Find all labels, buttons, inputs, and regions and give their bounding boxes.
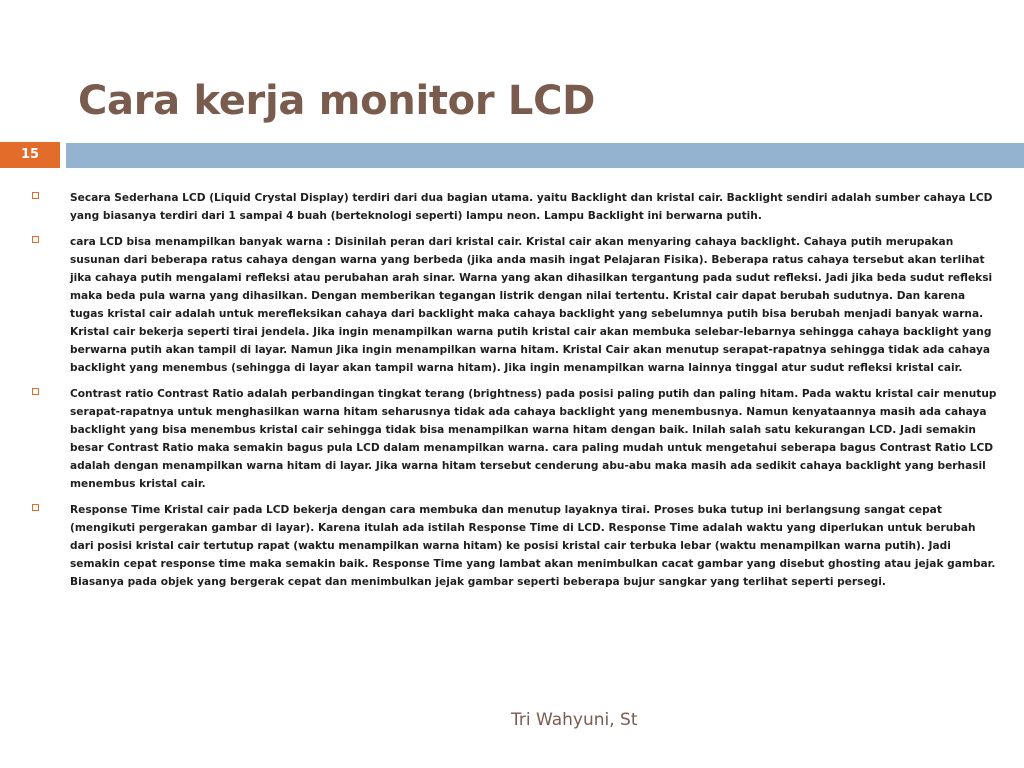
- slide-title: Cara kerja monitor LCD: [78, 78, 596, 124]
- bullet-list: [32, 189, 1002, 599]
- hollow-square-bullet-icon: [32, 388, 39, 395]
- list-item: [32, 501, 1002, 591]
- bullet-text: Response Time Kristal cair pada LCD bekerja dengan cara membuka dan menutup layaknya tirai. Proses buka tutup ini berlangsung sangat cepat (mengikuti pergerakan gambar di layar). Karena itulah ada istilah Response Time di LCD. Response Time adalah waktu yang diperlukan untuk berubah dari posisi kristal cair tertutup rapat (waktu menampilkan warna hitam) ke posisi kristal cair terbuka lebar (waktu menampilkan warna putih). Jadi semakin cepat response time maka semakin baik. Response Time yang lambat akan menimbulkan cacat gambar yang disebut ghosting atau jejak gambar. Biasanya pada objek yang bergerak cepat dan menimbulkan jejak gambar seperti beberapa bujur sangkar yang terlihat seperti persegi.: [70, 504, 996, 588]
- bullet-text: Contrast ratio Contrast Ratio adalah perbandingan tingkat terang (brightness) pada posisi paling putih dan paling hitam. Pada waktu kristal cair menutup serapat-rapatnya untuk menghasilkan warna hitam seharusnya tidak ada cahaya backlight yang menembusnya. Namun kenyataannya masih ada cahaya backlight yang bisa menembus kristal cair sehingga tidak bisa menampilkan warna hitam dengan baik. Inilah salah satu kekurangan LCD. Jadi semakin besar Contrast Ratio maka semakin bagus pula LCD dalam menampilkan warna. cara paling mudah untuk mengetahui seberapa bagus Contrast Ratio LCD adalah dengan menampilkan warna hitam di layar. Jika warna hitam tersebut cenderung abu-abu maka masih ada sedikit cahaya backlight yang berhasil menembus kristal cair.: [70, 388, 997, 490]
- list-item: [32, 189, 1002, 225]
- footer-author: Tri Wahyuni, St: [511, 710, 638, 730]
- list-item: [32, 385, 1002, 493]
- slide-number-badge: 15: [0, 142, 60, 168]
- bullet-text: cara LCD bisa menampilkan banyak warna : Disinilah peran dari kristal cair. Kristal cair akan menyaring cahaya backlight. Cahaya putih merupakan susunan dari beberapa ratus cahaya dengan warna yang berbeda (jika anda masih ingat Pelajaran Fisika). Beberapa ratus cahaya tersebut akan terlihat jika cahaya putih mengalami refleksi atau perubahan arah sinar. Warna yang akan dihasilkan tergantung pada sudut refleksi. Jadi jika beda sudut refleksi maka beda pula warna yang dihasilkan. Dengan memberikan tegangan listrik dengan nilai tertentu. Kristal cair dapat berubah sudutnya. Dan karena tugas kristal cair adalah untuk merefleksikan cahaya dari backlight maka cahaya backlight yang sebelumnya putih bisa berubah menjadi banyak warna. Kristal cair bekerja seperti tirai jendela. Jika ingin menampilkan warna putih kristal cair akan membuka selebar-lebarnya sehingga cahaya backlight yang berwarna putih akan tampil di layar. Namun Jika ingin menampilkan warna hitam. Kristal Cair akan menutup serapat-rapatnya sehingga tidak ada cahaya backlight yang menembus (sehingga di layar akan tampil warna hitam). Jika ingin menampilkan warna lainnya tinggal atur sudut refleksi kristal cair.: [70, 236, 993, 374]
- hollow-square-bullet-icon: [32, 504, 39, 511]
- hollow-square-bullet-icon: [32, 236, 39, 243]
- hollow-square-bullet-icon: [32, 192, 39, 199]
- header-divider-band: [66, 143, 1024, 168]
- bullet-text: Secara Sederhana LCD (Liquid Crystal Display) terdiri dari dua bagian utama. yaitu Backlight dan kristal cair. Backlight sendiri adalah sumber cahaya LCD yang biasanya terdiri dari 1 sampai 4 buah (berteknologi seperti) lampu neon. Lampu Backlight ini berwarna putih.: [70, 192, 993, 222]
- list-item: [32, 233, 1002, 377]
